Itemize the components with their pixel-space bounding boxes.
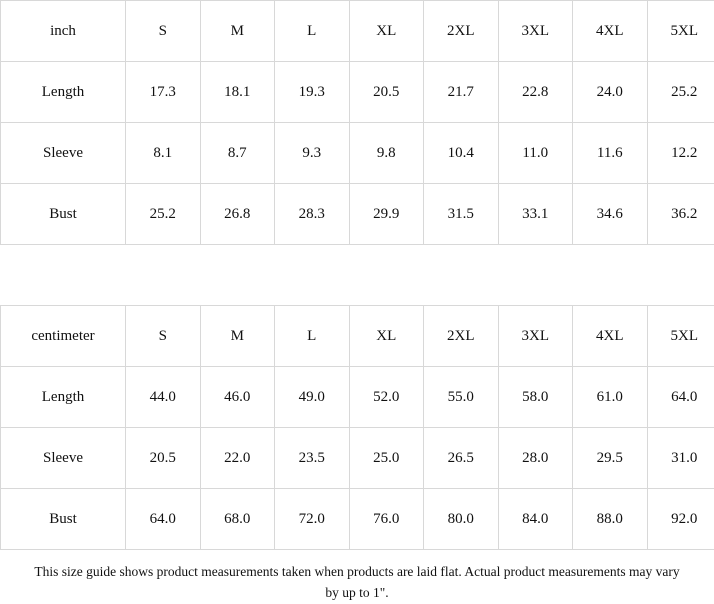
- cell-value: 29.5: [573, 428, 648, 489]
- row-label-length: Length: [1, 62, 126, 123]
- cell-value: 61.0: [573, 367, 648, 428]
- cell-value: 46.0: [200, 367, 275, 428]
- column-header-4xl: 4XL: [573, 306, 648, 367]
- cell-value: 31.0: [647, 428, 714, 489]
- cell-value: 76.0: [349, 489, 424, 550]
- cell-value: 29.9: [349, 184, 424, 245]
- row-label-length: Length: [1, 367, 126, 428]
- column-header-2xl: 2XL: [424, 1, 499, 62]
- column-header-s: S: [126, 306, 201, 367]
- cell-value: 92.0: [647, 489, 714, 550]
- table-row: [1, 62, 714, 123]
- table-row: [1, 367, 714, 428]
- table-row: [1, 489, 714, 550]
- size-guide-note: This size guide shows product measurements taken when products are laid flat. Actual product measurements may vary by up to 1".: [0, 550, 714, 604]
- cell-value: 64.0: [647, 367, 714, 428]
- cell-value: 52.0: [349, 367, 424, 428]
- cell-value: 84.0: [498, 489, 573, 550]
- column-header-s: S: [126, 1, 201, 62]
- cell-value: 17.3: [126, 62, 201, 123]
- cell-value: 23.5: [275, 428, 350, 489]
- cell-value: 25.2: [647, 62, 714, 123]
- cell-value: 22.0: [200, 428, 275, 489]
- size-table-centimeter: [0, 305, 714, 550]
- cell-value: 31.5: [424, 184, 499, 245]
- row-label-sleeve: Sleeve: [1, 428, 126, 489]
- cell-value: 21.7: [424, 62, 499, 123]
- table-header-row: [1, 306, 714, 367]
- cell-value: 12.2: [647, 123, 714, 184]
- cell-value: 8.7: [200, 123, 275, 184]
- column-header-xl: XL: [349, 1, 424, 62]
- row-label-sleeve: Sleeve: [1, 123, 126, 184]
- column-header-xl: XL: [349, 306, 424, 367]
- cell-value: 28.0: [498, 428, 573, 489]
- row-label-bust: Bust: [1, 489, 126, 550]
- table-row: [1, 123, 714, 184]
- cell-value: 26.5: [424, 428, 499, 489]
- cell-value: 34.6: [573, 184, 648, 245]
- cell-value: 9.8: [349, 123, 424, 184]
- cell-value: 9.3: [275, 123, 350, 184]
- cell-value: 80.0: [424, 489, 499, 550]
- size-table-inch: [0, 0, 714, 245]
- table-header-row: [1, 1, 714, 62]
- cell-value: 10.4: [424, 123, 499, 184]
- cell-value: 25.0: [349, 428, 424, 489]
- row-label-bust: Bust: [1, 184, 126, 245]
- cell-value: 49.0: [275, 367, 350, 428]
- cell-value: 24.0: [573, 62, 648, 123]
- column-header-3xl: 3XL: [498, 306, 573, 367]
- cell-value: 72.0: [275, 489, 350, 550]
- table-divider-spacer: [0, 245, 714, 305]
- column-header-m: M: [200, 1, 275, 62]
- cell-value: 64.0: [126, 489, 201, 550]
- unit-label-inch: inch: [1, 1, 126, 62]
- cell-value: 26.8: [200, 184, 275, 245]
- cell-value: 36.2: [647, 184, 714, 245]
- cell-value: 55.0: [424, 367, 499, 428]
- column-header-5xl: 5XL: [647, 1, 714, 62]
- column-header-3xl: 3XL: [498, 1, 573, 62]
- cell-value: 68.0: [200, 489, 275, 550]
- cell-value: 11.6: [573, 123, 648, 184]
- table-row: [1, 428, 714, 489]
- cell-value: 58.0: [498, 367, 573, 428]
- cell-value: 88.0: [573, 489, 648, 550]
- column-header-2xl: 2XL: [424, 306, 499, 367]
- column-header-m: M: [200, 306, 275, 367]
- unit-label-centimeter: centimeter: [1, 306, 126, 367]
- table-row: [1, 184, 714, 245]
- cell-value: 11.0: [498, 123, 573, 184]
- column-header-l: L: [275, 1, 350, 62]
- cell-value: 18.1: [200, 62, 275, 123]
- cell-value: 19.3: [275, 62, 350, 123]
- cell-value: 44.0: [126, 367, 201, 428]
- cell-value: 28.3: [275, 184, 350, 245]
- cell-value: 25.2: [126, 184, 201, 245]
- cell-value: 20.5: [349, 62, 424, 123]
- cell-value: 22.8: [498, 62, 573, 123]
- cell-value: 20.5: [126, 428, 201, 489]
- column-header-5xl: 5XL: [647, 306, 714, 367]
- column-header-4xl: 4XL: [573, 1, 648, 62]
- column-header-l: L: [275, 306, 350, 367]
- cell-value: 33.1: [498, 184, 573, 245]
- cell-value: 8.1: [126, 123, 201, 184]
